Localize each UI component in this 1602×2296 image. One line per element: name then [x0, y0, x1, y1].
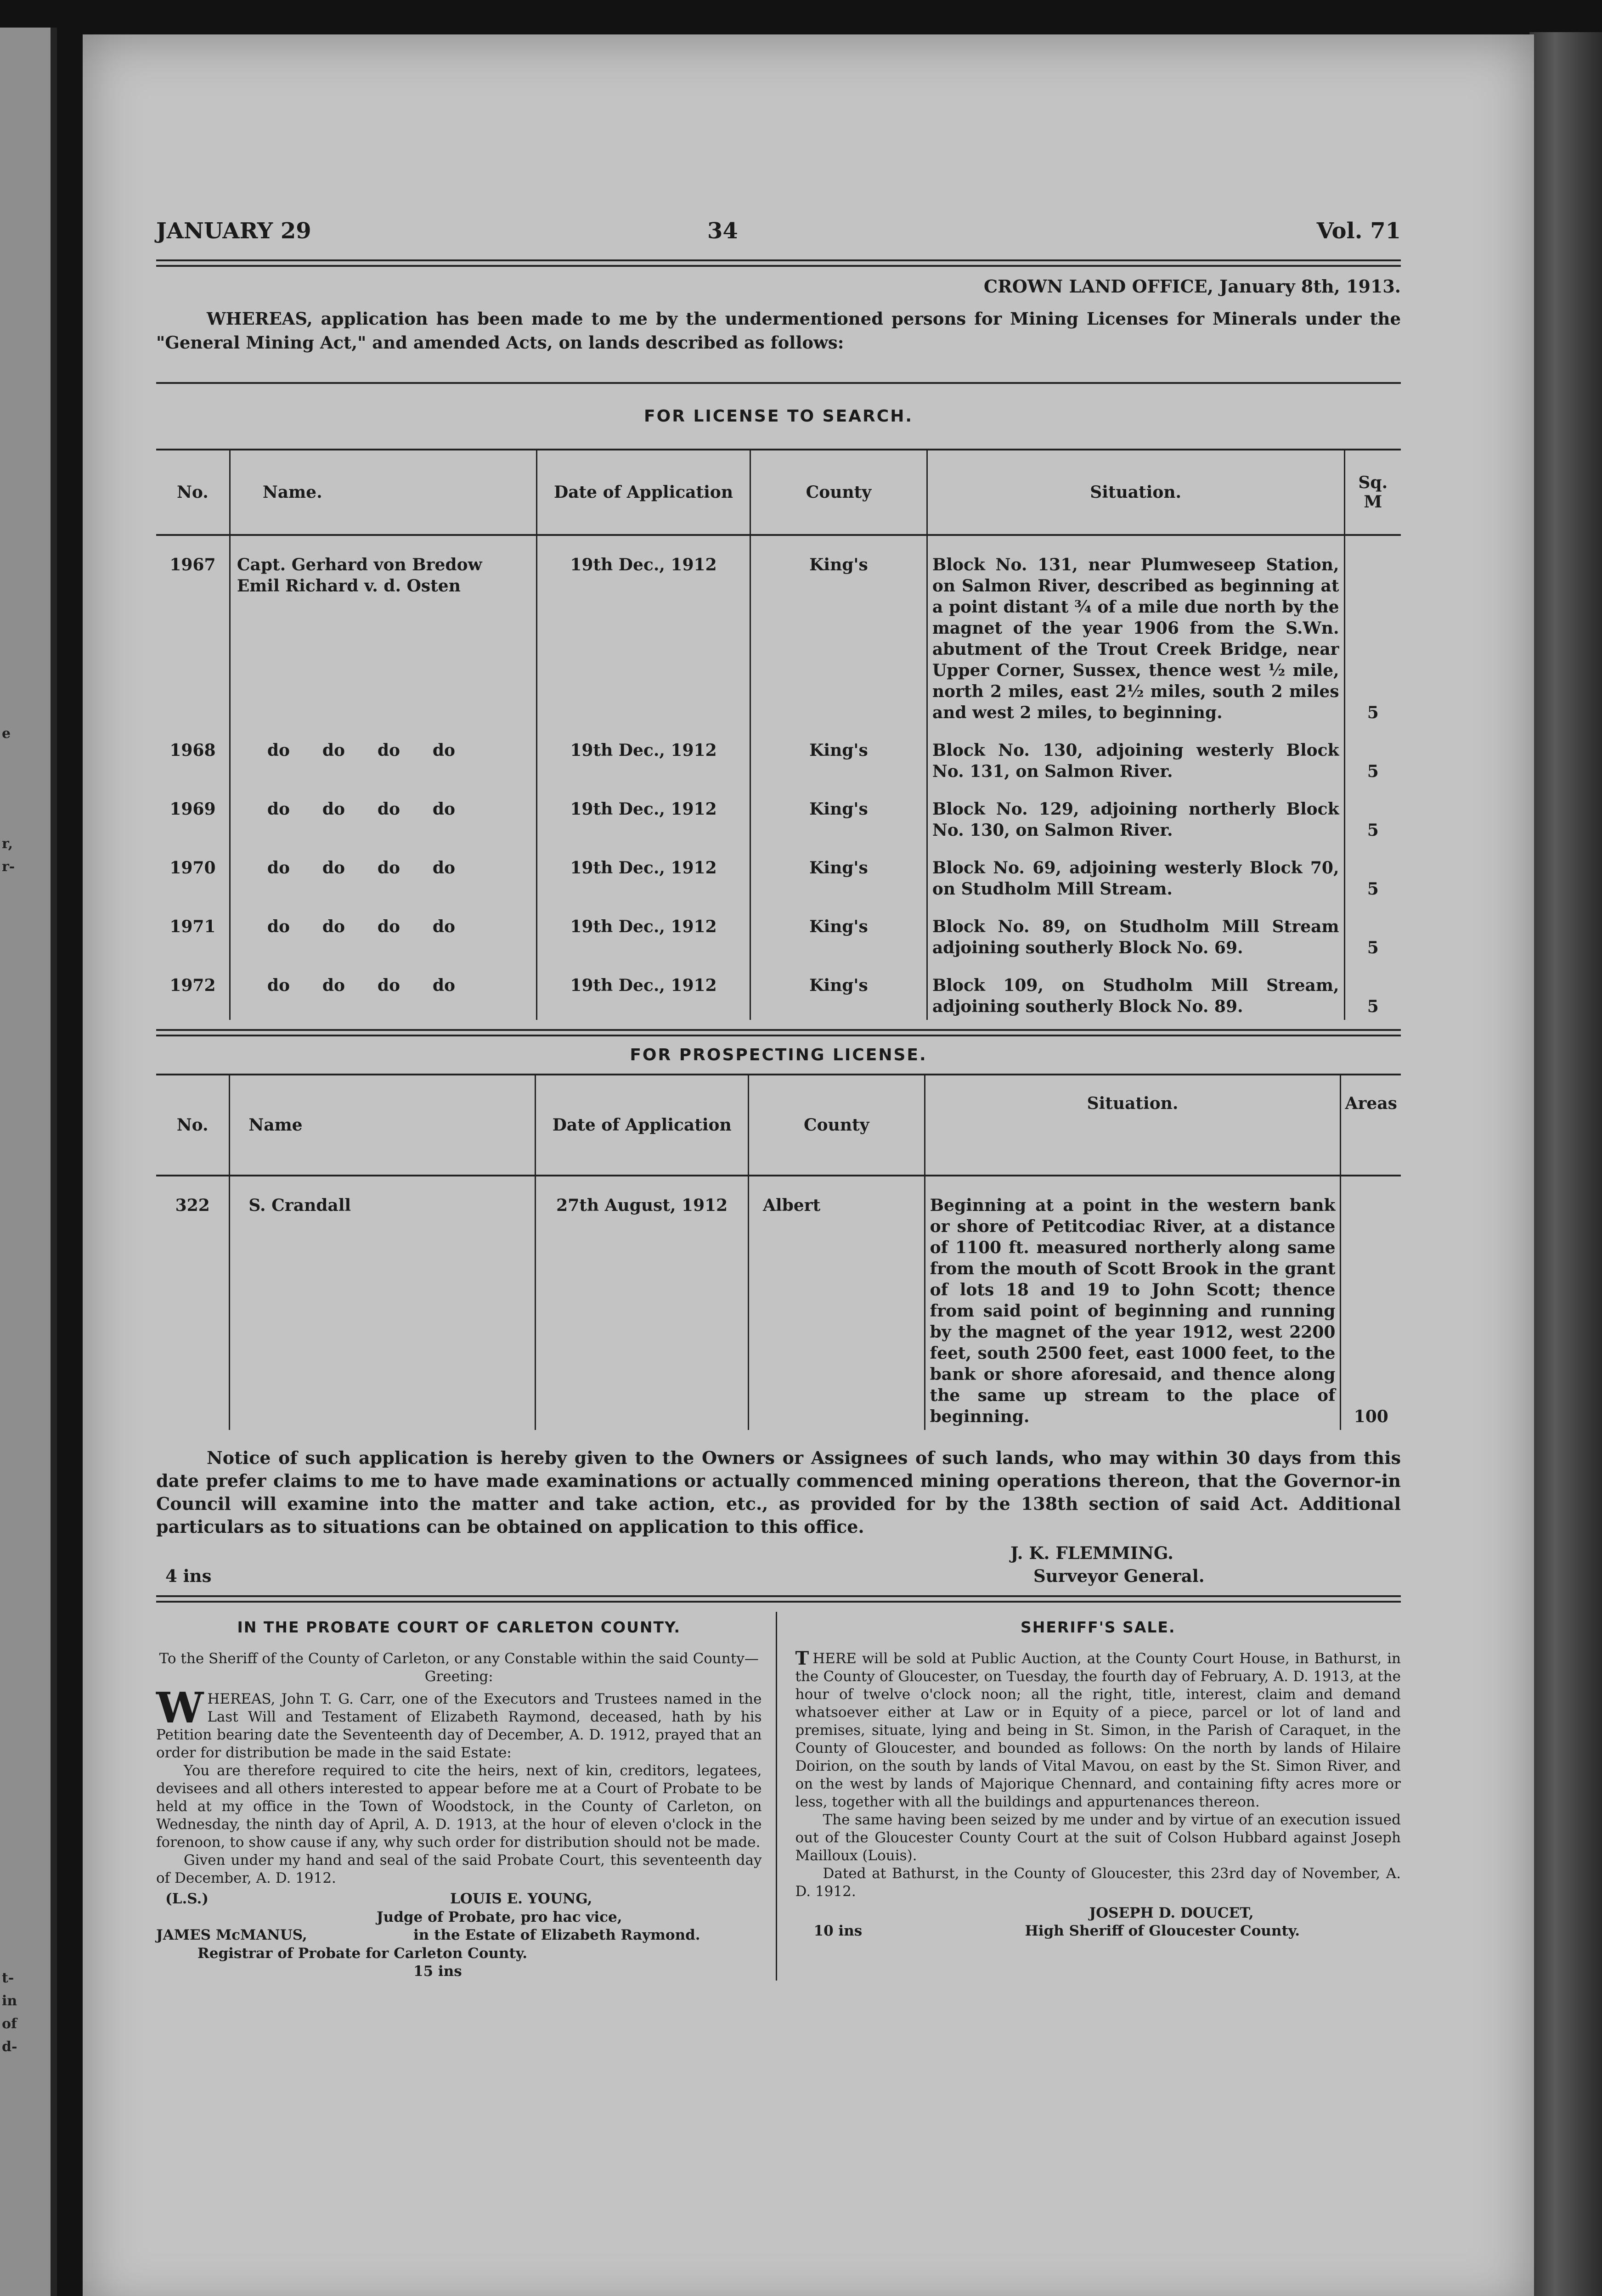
- cell-sq: 5: [1344, 785, 1401, 844]
- cell-situation: Block No. 131, near Plumweseep Station, on Salmon River, described as beginning at a point distant ¾ of a mile due north by the magnet of the year 1906 from the S.Wn. abutment of the Trout Creek Bridge, near Upper Corner, Sussex, thence west ½ mile, north 2 miles, east 2½ miles, south 2 miles and west 2 miles, to beginning.: [927, 535, 1344, 726]
- col-header-situation: Situation.: [925, 1075, 1341, 1176]
- left-fragment: in: [2, 1993, 17, 2009]
- probate-seal-line: [156, 1890, 762, 1908]
- probate-body-1: [156, 1683, 762, 1762]
- cell-situation: Beginning at a point in the western bank or shore of Petitcodiac River, at a distance of 1100 ft. measured northerly along same from the mouth of Scott Brook in the grant of lots 18 and 19 to John Scott; thence from said point of beginning and running by the magnet of the year 1912, west 2200 feet, south 2500 feet, east 1000 feet, to the bank or shore aforesaid, and thence along the same up stream to the place of beginning.: [925, 1176, 1341, 1430]
- ditto: do: [377, 741, 400, 760]
- sheriff-body-2: The same having been seized by me under and by virtue of an execution issued out of the Gloucester County Court at the suit of Colson Hubbard against Joseph Mailloux (Louis).: [795, 1812, 1401, 1864]
- registrar-line: [156, 1926, 762, 1945]
- ditto: do: [377, 799, 400, 819]
- probate-body-3: Given under my hand and seal of the said Probate Court, this seventeenth day of December, A. D. 1912.: [156, 1852, 762, 1886]
- ditto: do: [377, 858, 400, 878]
- ditto: do: [267, 741, 290, 760]
- ditto: do: [432, 917, 456, 936]
- signatory-name: J. K. FLEMMING.: [1010, 1543, 1174, 1563]
- ditto: do: [267, 799, 290, 819]
- sheriff-name: JOSEPH D. DOUCET,: [1089, 1905, 1254, 1921]
- table-row: [156, 844, 1401, 902]
- notice-paragraph: Notice of such application is hereby given to the Owners or Assignees of such lands, who may within 30 days from this date prefer claims to me to have made examinations or actually commenced mining operations thereon, that the Governor-in Council will examine into the matter and take action, etc., as provided for by the 138th section of said Act. Additional particulars as to situations can be obtained on application to this office.: [156, 1447, 1401, 1537]
- cell-no: 1972: [169, 976, 216, 995]
- col-header-no: No.: [156, 450, 230, 535]
- cell-no: 1971: [169, 917, 216, 936]
- adjacent-page-edge: [0, 28, 57, 2296]
- cell-county: King's: [750, 961, 927, 1020]
- cell-name: S. Crandall: [230, 1176, 536, 1430]
- ditto: do: [322, 976, 345, 995]
- registrar-name: JAMES McMANUS,: [156, 1927, 307, 1943]
- cell-county: King's: [750, 844, 927, 902]
- cell-name-ditto: [230, 726, 536, 785]
- cell-county: King's: [750, 902, 927, 961]
- registrar-title: Registrar of Probate for Carleton County.: [197, 1945, 528, 1962]
- col-header-county: County: [748, 1075, 925, 1176]
- col-header-date: Date of Application: [536, 450, 750, 535]
- section-rule: [156, 1029, 1401, 1036]
- section-rule: [156, 382, 1401, 384]
- cell-date: 27th August, 1912: [536, 1176, 749, 1430]
- search-section-title: FOR LICENSE TO SEARCH.: [644, 407, 913, 426]
- ditto: do: [322, 917, 345, 936]
- cell-name-ditto: [230, 961, 536, 1020]
- sheriff-title: SHERIFF'S SALE.: [1021, 1618, 1176, 1636]
- cell-situation: Block No. 129, adjoining northerly Block No. 130, on Salmon River.: [927, 785, 1344, 844]
- book-binding: [1529, 32, 1602, 2296]
- table-header-row: [156, 450, 1401, 535]
- two-column-notices: [156, 1612, 1401, 1981]
- prospect-section-title: FOR PROSPECTING LICENSE.: [630, 1046, 927, 1064]
- col-header-name: Name: [230, 1075, 536, 1176]
- cell-county: King's: [750, 785, 927, 844]
- ditto: do: [322, 741, 345, 760]
- cell-date: 19th Dec., 1912: [536, 902, 750, 961]
- cell-situation: Block 109, on Studholm Mill Stream, adjoining southerly Block No. 89.: [927, 961, 1344, 1020]
- header-rule: [156, 259, 1401, 267]
- applicant-name: Capt. Gerhard von Bredow: [237, 555, 482, 574]
- left-fragment: r-: [2, 859, 15, 875]
- prospecting-license-table: [156, 1074, 1401, 1430]
- ditto: do: [322, 799, 345, 819]
- insertion-count: 4 ins: [165, 1566, 212, 1586]
- cell-no: 1967: [169, 555, 216, 574]
- table-header-row: [156, 1075, 1401, 1176]
- table-row: [156, 961, 1401, 1020]
- cell-sq: 5: [1344, 902, 1401, 961]
- seal-mark: (L.S.): [165, 1891, 209, 1907]
- office-dateline: CROWN LAND OFFICE, January 8th, 1913.: [983, 276, 1401, 297]
- header-volume: Vol. 71: [1316, 218, 1401, 244]
- sheriff-insertions: 10 ins: [813, 1923, 863, 1939]
- cell-name: [230, 535, 536, 726]
- cell-county: King's: [750, 726, 927, 785]
- ditto: do: [377, 917, 400, 936]
- sheriff-signature-line: [795, 1922, 1401, 1941]
- sheriff-body-3: Dated at Bathurst, in the County of Gloucester, this 23rd day of November, A. D. 1912.: [795, 1865, 1401, 1900]
- left-fragment: of: [2, 2016, 17, 2032]
- cell-situation: Block No. 89, on Studholm Mill Stream adjoining southerly Block No. 69.: [927, 902, 1344, 961]
- ditto: do: [432, 799, 456, 819]
- sheriff-text: HERE will be sold at Public Auction, at the County Court House, in Bathurst, in the County of Gloucester, on Tuesday, the fourth day of February, A. D. 1913, at the hour of twelve o'clock noon; all the right, title, interest, claim and demand whatsoever either at Law or in Equity of a piece, parcel or lot of land and premises, situate, lying and being in St. Simon, in the Parish of Caraquet, in the County of Gloucester, and bounded as follows: On the north by lands of Hilaire Doirion, on the south by lands of Vital Mavou, on east by the St. Simon River, and on the west by lands of Majorique Chennard, and containing fifty acres more or less, together with all the buildings and appurtenances thereon.: [795, 1650, 1401, 1810]
- cell-county: King's: [750, 535, 927, 726]
- section-rule: [156, 1595, 1401, 1603]
- cell-no: 1969: [169, 799, 216, 819]
- applicant-name: Emil Richard v. d. Osten: [237, 576, 461, 596]
- ditto: do: [432, 741, 456, 760]
- signature-block: [156, 1538, 1401, 1593]
- signatory-title: Surveyor General.: [1033, 1566, 1205, 1586]
- estate-line: in the Estate of Elizabeth Raymond.: [413, 1927, 700, 1943]
- table-row: [156, 1176, 1401, 1430]
- cell-sq: 5: [1344, 961, 1401, 1020]
- cell-situation: Block No. 69, adjoining westerly Block 70, on Studholm Mill Stream.: [927, 844, 1344, 902]
- probate-insertions: 15 ins: [413, 1963, 462, 1980]
- drop-cap: T: [795, 1648, 809, 1669]
- col-header-date: Date of Application: [536, 1075, 749, 1176]
- col-header-name: Name.: [230, 450, 536, 535]
- cell-name-ditto: [230, 902, 536, 961]
- col-header-areas: Areas: [1341, 1075, 1401, 1176]
- col-header-county: County: [750, 450, 927, 535]
- ditto: do: [267, 858, 290, 878]
- cell-name-ditto: [230, 844, 536, 902]
- judge-name: LOUIS E. YOUNG,: [450, 1891, 592, 1907]
- cell-areas: 100: [1341, 1176, 1401, 1430]
- judge-title: Judge of Probate, pro hac vice,: [377, 1909, 622, 1925]
- ditto: do: [377, 976, 400, 995]
- cell-name-ditto: [230, 785, 536, 844]
- left-fragment: e: [2, 726, 11, 742]
- cell-date: 19th Dec., 1912: [536, 785, 750, 844]
- table-row: [156, 902, 1401, 961]
- ditto: do: [432, 976, 456, 995]
- cell-sq: 5: [1344, 726, 1401, 785]
- left-fragment: r,: [2, 836, 13, 852]
- cell-sq: 5: [1344, 844, 1401, 902]
- intro-paragraph: WHEREAS, application has been made to me by the undermentioned persons for Mining Licenses for Minerals under the "General Mining Act," and amended Acts, on lands described as follows:: [156, 309, 1401, 353]
- ditto: do: [267, 976, 290, 995]
- cell-date: 19th Dec., 1912: [536, 726, 750, 785]
- col-header-sq: Sq. M: [1344, 450, 1401, 535]
- col-header-situation: Situation.: [927, 450, 1344, 535]
- cell-no: 322: [175, 1196, 210, 1215]
- page-header: [156, 218, 1401, 255]
- probate-text: HEREAS, John T. G. Carr, one of the Executors and Trustees named in the Last Will and Testament of Elizabeth Raymond, deceased, hath by his Petition bearing date the Seventeenth day of December, A. D. 1912, prayed that an order for distribution be made in the said Estate:: [156, 1691, 762, 1761]
- cell-date: 19th Dec., 1912: [536, 535, 750, 726]
- cell-date: 19th Dec., 1912: [536, 844, 750, 902]
- left-fragment: d-: [2, 2039, 17, 2055]
- sheriff-sale-notice: [777, 1612, 1401, 1981]
- table-row: [156, 535, 1401, 726]
- ditto: do: [432, 858, 456, 878]
- drop-cap: W: [156, 1683, 204, 1733]
- probate-title: IN THE PROBATE COURT OF CARLETON COUNTY.: [237, 1618, 681, 1636]
- sheriff-office: High Sheriff of Gloucester County.: [1025, 1923, 1300, 1939]
- table-row: [156, 785, 1401, 844]
- probate-address: To the Sheriff of the County of Carleton, or any Constable within the said County—Greeting:: [159, 1650, 759, 1685]
- page-content: [156, 218, 1401, 1981]
- table-row: [156, 726, 1401, 785]
- gazette-page: [83, 34, 1534, 2296]
- col-header-no: No.: [156, 1075, 230, 1176]
- cell-county: Albert: [748, 1176, 925, 1430]
- ditto: do: [267, 917, 290, 936]
- sheriff-body-1: [795, 1650, 1401, 1811]
- cell-situation: Block No. 130, adjoining westerly Block No. 131, on Salmon River.: [927, 726, 1344, 785]
- cell-no: 1968: [169, 741, 216, 760]
- cell-no: 1970: [169, 858, 216, 878]
- probate-body-2: You are therefore required to cite the heirs, next of kin, creditors, legatees, devisees and all others interested to appear before me at a Court of Probate to be held at my office in the Town of Woodstock, in the County of Carleton, on Wednesday, the ninth day of April, A. D. 1913, at the hour of eleven o'clock in the forenoon, to show cause if any, why such order for distribution should not be made.: [156, 1762, 762, 1851]
- cell-date: 19th Dec., 1912: [536, 961, 750, 1020]
- probate-notice: [156, 1612, 777, 1981]
- left-fragment: t-: [2, 1970, 14, 1986]
- cell-sq: 5: [1344, 535, 1401, 726]
- header-page-number: 34: [707, 218, 738, 244]
- header-date: JANUARY 29: [156, 218, 311, 244]
- search-license-table: [156, 449, 1401, 1020]
- ditto: do: [322, 858, 345, 878]
